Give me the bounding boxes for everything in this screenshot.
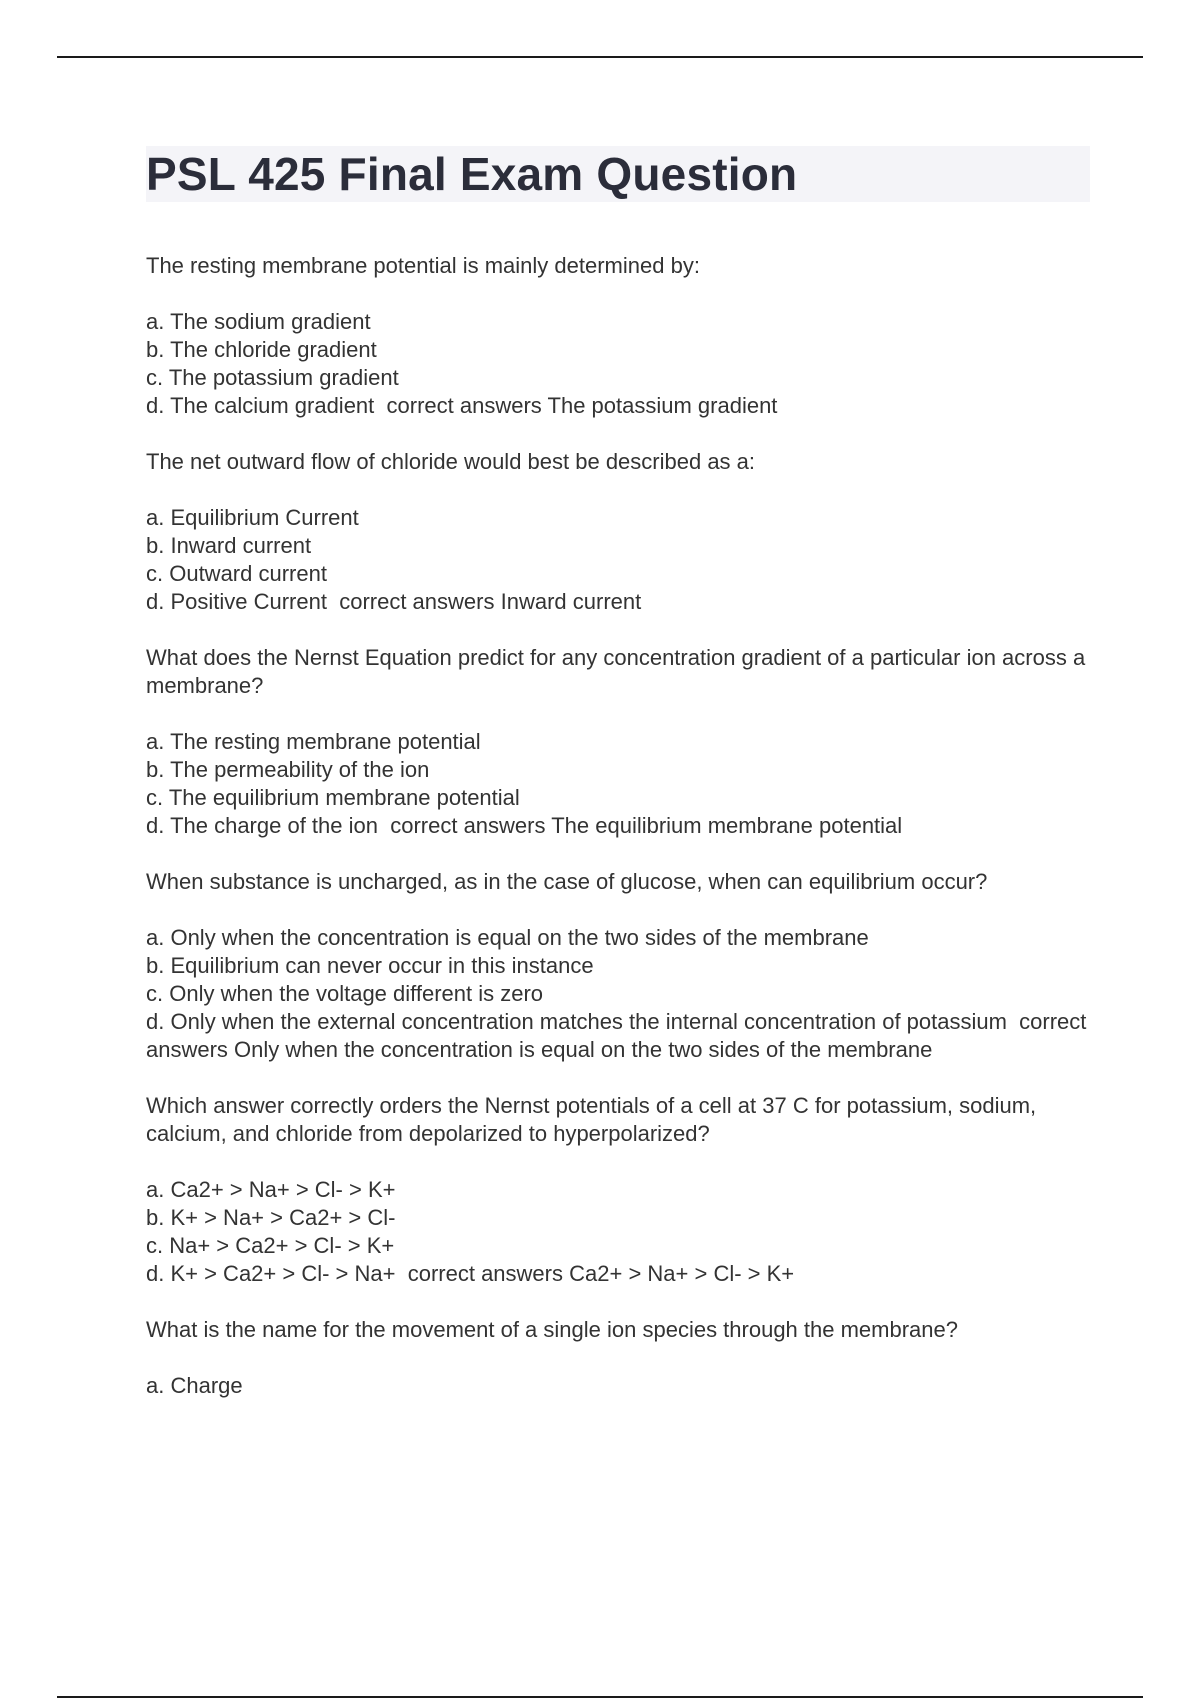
question-prompt-3: What does the Nernst Equation predict for any concentration gradient of a particular ion across a membrane?	[146, 645, 1086, 698]
option-2d-text: d. Positive Current	[146, 589, 327, 614]
option-1b: b. The chloride gradient	[146, 337, 377, 362]
option-6a: a. Charge	[146, 1373, 243, 1398]
option-4d	[146, 1008, 1090, 1064]
answer-text-1: The potassium gradient	[547, 393, 778, 418]
title-band	[146, 146, 1090, 202]
option-list-6	[146, 1372, 1090, 1400]
option-5a: a. Ca2+ > Na+ > Cl- > K+	[146, 1177, 396, 1202]
answer-text-4: Only when the concentration is equal on the two sides of the membrane	[234, 1037, 933, 1062]
answer-label-5: correct answers	[407, 1261, 563, 1286]
option-2a: a. Equilibrium Current	[146, 505, 359, 530]
question-prompt-6: What is the name for the movement of a single ion species through the membrane?	[146, 1317, 958, 1342]
option-4d-text: d. Only when the external concentration matches the internal concentration of potassium	[146, 1009, 1007, 1034]
question-prompt-2: The net outward flow of chloride would best be described as a:	[146, 449, 756, 474]
question-block-3	[146, 644, 1090, 840]
option-4c: c. Only when the voltage different is zero	[146, 981, 544, 1006]
question-block-4	[146, 868, 1090, 1064]
question-prompt-5: Which answer correctly orders the Nernst potentials of a cell at 37 C for potassium, sodium, calcium, and chloride from depolarized to hyperpolarized?	[146, 1093, 1037, 1146]
option-2d	[146, 588, 1090, 616]
option-list-2	[146, 504, 1090, 616]
option-4b: b. Equilibrium can never occur in this instance	[146, 953, 594, 978]
question-prompt-1: The resting membrane potential is mainly determined by:	[146, 253, 700, 278]
option-5b: b. K+ > Na+ > Ca2+ > Cl-	[146, 1205, 396, 1230]
question-block-6	[146, 1316, 1090, 1400]
option-2c: c. Outward current	[146, 561, 327, 586]
answer-text-5: Ca2+ > Na+ > Cl- > K+	[569, 1261, 795, 1286]
option-5d	[146, 1260, 1090, 1288]
option-3b: b. The permeability of the ion	[146, 757, 430, 782]
question-block-5	[146, 1092, 1090, 1288]
bottom-rule	[57, 1696, 1143, 1698]
answer-text-3: The equilibrium membrane potential	[551, 813, 903, 838]
option-1d	[146, 392, 1090, 420]
option-5c: c. Na+ > Ca2+ > Cl- > K+	[146, 1233, 395, 1258]
option-1c: c. The potassium gradient	[146, 365, 399, 390]
option-3a: a. The resting membrane potential	[146, 729, 481, 754]
option-1a: a. The sodium gradient	[146, 309, 371, 334]
option-5d-text: d. K+ > Ca2+ > Cl- > Na+	[146, 1261, 396, 1286]
option-list-4	[146, 924, 1090, 1064]
answer-label-2: correct answers	[339, 589, 495, 614]
answer-text-2: Inward current	[500, 589, 642, 614]
option-3d-text: d. The charge of the ion	[146, 813, 378, 838]
option-4a: a. Only when the concentration is equal on the two sides of the membrane	[146, 925, 869, 950]
answer-label-4: correct answers	[146, 1009, 1087, 1062]
question-block-2	[146, 448, 1090, 616]
option-list-5	[146, 1176, 1090, 1288]
answer-label-1: correct answers	[386, 393, 542, 418]
option-2b: b. Inward current	[146, 533, 312, 558]
option-list-1	[146, 308, 1090, 420]
document-content	[146, 146, 1090, 1428]
option-1d-text: d. The calcium gradient	[146, 393, 375, 418]
top-rule	[57, 56, 1143, 58]
option-3c: c. The equilibrium membrane potential	[146, 785, 520, 810]
question-prompt-4: When substance is uncharged, as in the case of glucose, when can equilibrium occur?	[146, 869, 988, 894]
document-title: PSL 425 Final Exam Question	[146, 148, 798, 200]
question-block-1	[146, 252, 1090, 420]
option-list-3	[146, 728, 1090, 840]
option-3d	[146, 812, 1090, 840]
answer-label-3: correct answers	[390, 813, 546, 838]
